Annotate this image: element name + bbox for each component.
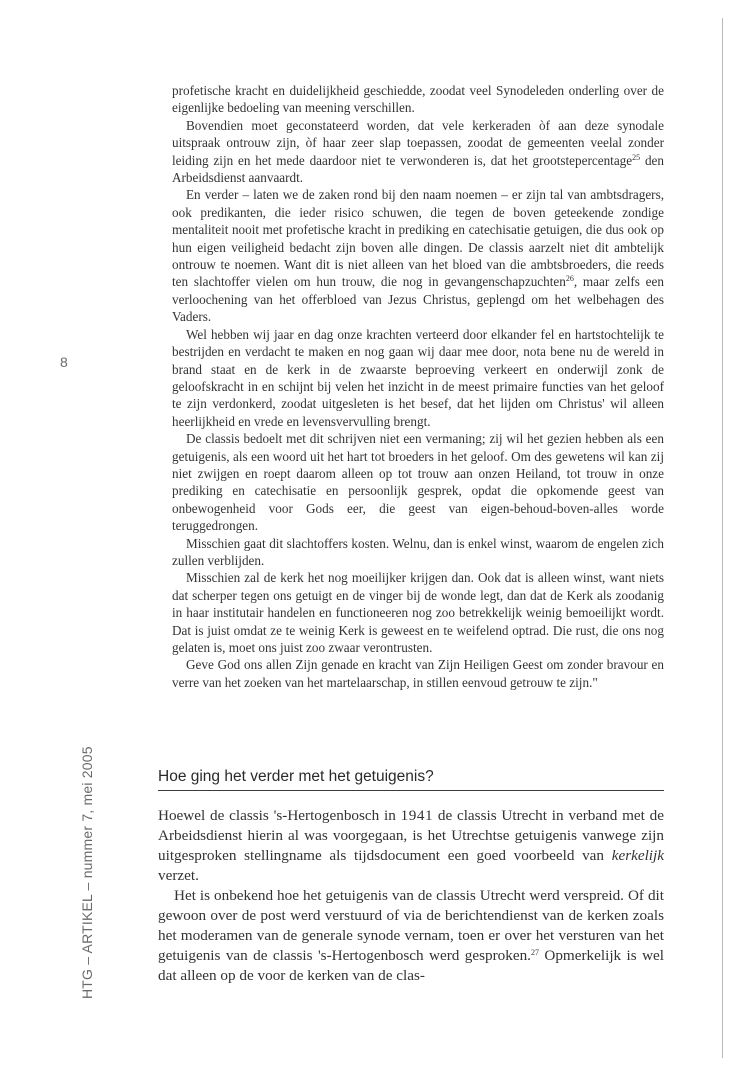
year: 1941	[400, 807, 434, 824]
quote-paragraph: Bovendien moet geconstateerd worden, dat vele kerkeraden òf aan deze synodale uitspraak ontrouw zijn, òf haar zeer slap toepassen, zoodat de gemeenten veelal zonder leiding zijn en het mede daardoor niet te verwonderen is, dat het grootstepercentage$^{25}$ den Arbeidsdienst aanvaardt.	[172, 117, 664, 186]
quote-paragraph: Misschien zal de kerk het nog moeilijker krijgen dan. Ook dat is alleen winst, want niets dat scherper tegen ons getuigt en de vinger bij de wonde legt, dan dat de Kerk als zoodanig in haar institutair handelen en functioneeren nog zoo betrekkelijk weinig bemoeilijkt wordt. Dat is juist omdat ze te weinig Kerk is geweest en te weifelend optrad. Die rust, die ons nog gelaten is, moet ons juist zoo zwaar verontrusten.	[172, 570, 664, 655]
quote-paragraph: En verder – laten we de zaken rond bij den naam noemen – er zijn tal van ambtsdragers, ook predikanten, die ieder risico schuwen, die tegen de boven geteekende zondige mentaliteit nooit met profetische kracht in prediking en catechisatie getuigen, die dus ook op hun eigen veiligheid bedacht zijn boven alle dingen. De classis aarzelt niet dit ambtelijk ontrouw te noemen. Want dit is niet alleen van het bloed van die ambtsbroeders, die reeds ten slachtoffer vielen om hun trouw, die nog in gevangenschapzuchten$^{26}$, maar zelfs een verloochening van het offerbloed van Jezus Christus, geplengd om het welbehagen des Vaders.	[172, 187, 664, 325]
footnote-ref: 27	[530, 948, 539, 957]
quote-paragraph: profetische kracht en duidelijkheid geschiedde, zoodat veel Synodeleden onderling over de eigenlijke bedoeling van meening verschillen.	[172, 83, 664, 116]
quote-paragraph: Misschien gaat dit slachtoffers kosten. Welnu, dan is enkel winst, waarom de engelen zich zullen verblijden.	[172, 535, 664, 568]
section-heading: Hoe ging het verder met het getuigenis?	[158, 768, 664, 791]
body-text	[158, 806, 664, 986]
footnote-ref: 26	[565, 274, 574, 284]
body-paragraph: Hoewel de classis 's-Hertogenbosch in 1941 de classis Utrecht in verband met de Arbeidsdienst hierin al was voorgegaan, is het Utrechtse getuigenis vanwege zijn uitgesproken stellingname als tijdsdocument een goed voorbeeld van kerkelijk verzet.	[158, 807, 664, 884]
running-head: HTG – ARTIKEL – nummer 7, mei 2005	[79, 746, 95, 999]
body-paragraph: Het is onbekend hoe het getuigenis van de classis Utrecht werd verspreid. Of dit gewoon over de post werd verstuurd of via de berichtendienst van de kerken zoals het moderamen van de generale synode vernam, toen er over het versturen van het getuigenis van de classis 's-Hertogenbosch werd gesproken.$^{27}$ Opmerkelijk is wel dat alleen op de voor de kerken van de clas-	[158, 887, 664, 984]
quote-paragraph: Wel hebben wij jaar en dag onze krachten verteerd door elkander fel en hartstochtelijk te bestrijden en verdacht te maken en nog gaan wij daar mee door, nota bene nu de wereld in brand staat en de kerk in de zwaarste beproeving verkeert en onderwijl zonk de geloofskracht in en schijnt bij velen het inzicht in de meest primaire functies van het geloof te zijn verdonkerd, zoodat uitgesleten is het besef, dat het lijden om Christus' wil alleen heerlijkheid en vrede en levensvervulling brengt.	[172, 326, 664, 429]
emphasis: kerkelijk	[611, 847, 664, 864]
footnote-ref: 25	[632, 152, 641, 162]
block-quote	[172, 82, 664, 691]
page-edge-rule	[722, 18, 723, 1058]
quote-paragraph: De classis bedoelt met dit schrijven niet een vermaning; zij wil het gezien hebben als een getuigenis, als een woord uit het hart tot broeders in het geloof. Om des gewetens wil kan zij niet zwijgen en roept daarom alleen op tot trouw aan onzen Heiland, tot trouw in onze prediking en catechisatie en persoonlijk gesprek, opdat die opkomende geest van onbewogenheid voor Gods eer, die geest van eigen-behoud-boven-alles worde teruggedrongen.	[172, 431, 664, 534]
page-number: 8	[60, 354, 68, 370]
quote-paragraph: Geve God ons allen Zijn genade en kracht van Zijn Heiligen Geest om zonder bravour en verre van het zoeken van het martelaarschap, in stillen eenvoud getrouw te zijn."	[172, 657, 664, 690]
